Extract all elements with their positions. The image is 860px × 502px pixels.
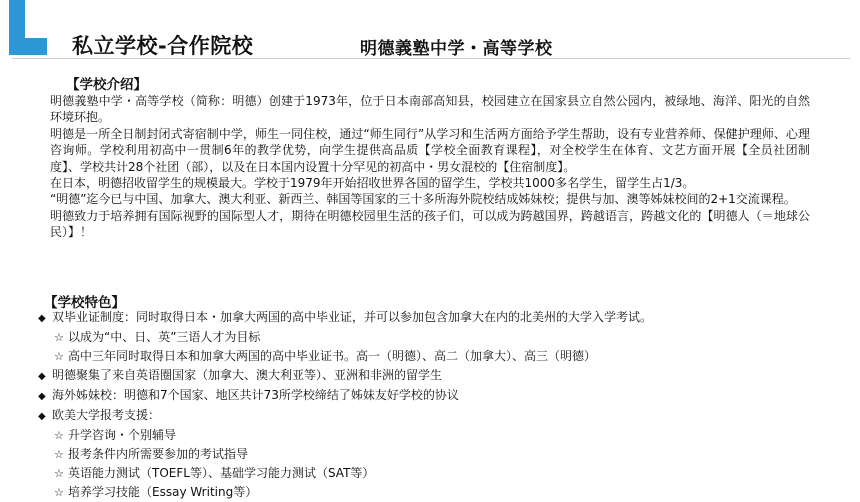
feature-subitem: ☆ 高中三年同时取得日本和加拿大两国的高中毕业证书。高一（明德）、高二（加拿大）、高三（明德）	[38, 347, 828, 366]
intro-paragraph-2: 明德是一所全日制封闭式寄宿制中学，师生一同住校，通过“师生同行”从学习和生活两方面给予学生帮助，设有专业营养师、保健护理师、心理咨询师。学校利用初高中一贯制6年的教学优势，向学生提供高品质【学校全面教育课程】，对全校学生在体育、文艺方面开展【全员社团制度】、学校共计28个社团（部），以及在日本国内设置十分罕见的初高中・男女混校的【住宿制度】。	[50, 126, 810, 174]
feature-subitem: ☆ 培养学习技能（Essay Writing等）	[38, 483, 828, 502]
feature-subitem: ☆ 报考条件内所需要参加的考试指导	[38, 445, 828, 464]
diamond-bullet-icon: ◆	[38, 391, 46, 402]
intro-heading: 【学校介绍】	[66, 77, 147, 93]
star-bullet-icon: ☆	[54, 429, 64, 442]
features-list	[38, 308, 828, 502]
star-bullet-icon: ☆	[54, 467, 64, 480]
feature-item: ◆ 欧美大学报考支援：	[38, 406, 828, 426]
diamond-bullet-icon: ◆	[38, 411, 46, 422]
feature-subitem: ☆ 升学咨询・个别辅导	[38, 426, 828, 445]
diamond-bullet-icon: ◆	[38, 371, 46, 382]
feature-item: ◆ 海外姊妹校：明德和7个国家、地区共计73所学校缔结了姊妹友好学校的协议	[38, 386, 828, 406]
features-heading: 【学校特色】	[44, 295, 125, 311]
feature-item: ◆ 双毕业证制度：同时取得日本・加拿大两国的高中毕业证，并可以参加包含加拿大在内的北美州的大学入学考试。	[38, 308, 828, 328]
intro-paragraph-5: 明德致力于培养拥有国际视野的国际型人才，期待在明德校园里生活的孩子们，可以成为跨越国界，跨越语言，跨越文化的【明德人（＝地球公民）】！	[50, 208, 810, 240]
star-bullet-icon: ☆	[54, 448, 64, 461]
header-accent-cutout	[25, 0, 47, 38]
diamond-bullet-icon: ◆	[38, 313, 46, 324]
intro-paragraph-4: “明德”迄今已与中国、加拿大、澳大利亚、新西兰、韩国等国家的三十多所海外院校结成姊妹校；提供与加、澳等姊妹校间的2+1交流课程。	[50, 192, 796, 207]
star-bullet-icon: ☆	[54, 486, 64, 499]
intro-paragraph-3: 在日本，明德招收留学生的规模最大。学校于1979年开始招收世界各国的留学生，学校共1000多名学生，留学生占1/3。	[50, 176, 695, 191]
feature-subitem: ☆ 英语能力测试（TOEFL等）、基础学习能力测试（SAT等）	[38, 464, 828, 483]
star-bullet-icon: ☆	[54, 350, 64, 363]
feature-subitem: ☆ 以成为“中、日、英”三语人才为目标	[38, 328, 828, 347]
school-name: 明德義塾中学・高等学校	[360, 39, 553, 59]
star-bullet-icon: ☆	[54, 331, 64, 344]
intro-paragraph-1: 明德義塾中学・高等学校（简称：明德）创建于1973年，位于日本南部高知县，校园建立在国家县立自然公园内，被绿地、海洋、阳光的自然环境环抱。	[50, 94, 810, 125]
page-title: 私立学校-合作院校	[72, 34, 254, 58]
feature-item: ◆ 明德聚集了来自英语圈国家（加拿大、澳大利亚等）、亚洲和非洲的留学生	[38, 366, 828, 386]
intro-section	[50, 93, 810, 241]
